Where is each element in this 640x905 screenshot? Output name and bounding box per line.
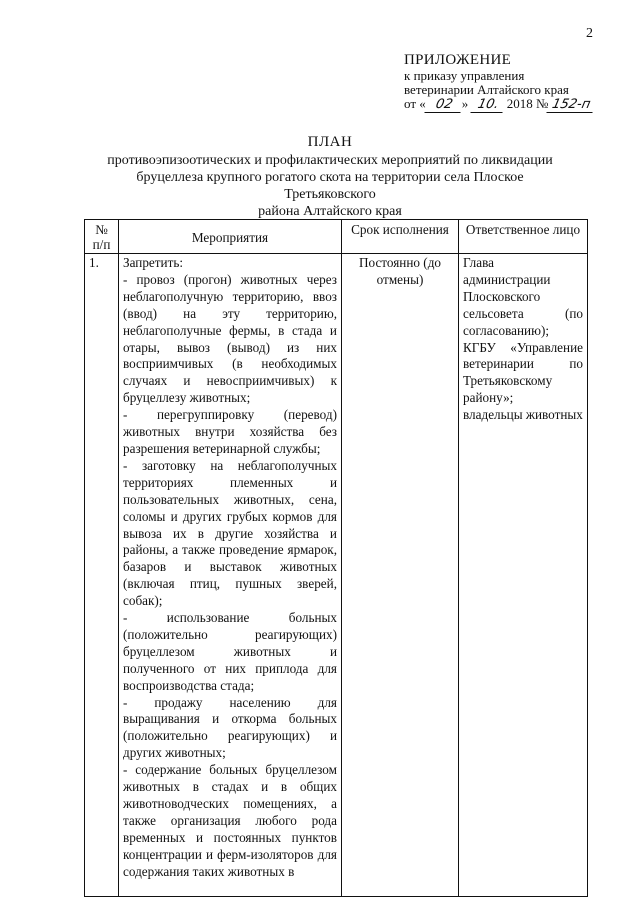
order-date-line: [404, 97, 634, 113]
header-number: № п/п: [85, 220, 119, 254]
appendix-block: [404, 52, 634, 113]
plan-subtitle-line-1: противоэпизоотических и профилактических мероприятий по ликвидации: [107, 153, 553, 168]
plan-heading: ПЛАН: [307, 134, 353, 150]
measure-item: Запретить:: [123, 255, 184, 270]
header-term: Срок исполнения: [342, 220, 459, 254]
plan-title-block: [100, 134, 560, 220]
header-measures: Мероприятия: [119, 220, 342, 254]
appendix-line-department: ветеринарии Алтайского края: [404, 82, 569, 97]
appendix-title: ПРИЛОЖЕНИЕ: [404, 52, 512, 68]
order-month: 10.: [470, 98, 505, 113]
responsible-item: КГБУ «Управление ветеринарии по Третьяковскому району»;: [463, 339, 583, 406]
plan-subtitle-line-3: района Алтайского края: [258, 204, 402, 219]
responsible-item: владельцы животных: [463, 407, 583, 423]
plan-subtitle-line-2: бруцеллеза крупного рогатого скота на территории села Плоское Третьяковского: [136, 170, 524, 202]
page-number: 2: [586, 26, 593, 41]
order-day: 02: [424, 98, 463, 113]
row-responsible: [459, 254, 588, 897]
measure-item: - заготовку на неблагополучных территориях племенных и пользовательных животных, сена, соломы и других грубых кормов для вывоза их в другие хозяйства и районы, а также проведение ярмарок, базаров и выставок животных (включая птиц, пушных зверей, собак);: [123, 457, 337, 609]
measure-item: - содержание больных бруцеллезом животных в стадах и в общих животноводческих помещениях, а также организация любого рода временных и постоянных пунктов концентрации и ферм-изоляторов для содержания таких животных в: [123, 762, 337, 879]
row-term: Постоянно (до отмены): [342, 254, 459, 897]
table-row: [85, 254, 588, 897]
measure-item: - продажу населению для выращивания и откорма больных (положительно реагирующих) и других животных;: [123, 694, 337, 761]
date-prefix: от «: [404, 96, 426, 111]
appendix-line-order: к приказу управления: [404, 68, 525, 83]
measures-table: [84, 219, 588, 897]
date-separator: »: [461, 96, 469, 111]
measure-item: - провоз (прогон) животных через неблагополучную территорию, ввоз (ввод) на эту территорию, неблагополучные фермы, в стада и отары, вывоз (вывод) из них восприимчивых (в необходимых случаях и невосприимчивых) к бруцеллезу животных;: [123, 271, 337, 406]
responsible-item: Глава администрации Плосковского сельсовета (по согласованию);: [463, 255, 583, 338]
order-year: 2018: [506, 96, 533, 111]
order-number: 152-п: [547, 98, 596, 113]
measure-item: - использование больных (положительно реагирующих) бруцеллезом животных и полученного от них приплода для воспроизводства стада;: [123, 610, 337, 693]
row-number: 1.: [85, 254, 119, 897]
number-prefix: №: [536, 96, 549, 111]
row-measures: [119, 254, 342, 897]
measure-item: - перегруппировку (перевод) животных внутри хозяйства без разрешения ветеринарной службы;: [123, 407, 337, 456]
header-responsible: Ответственное лицо: [459, 220, 588, 254]
table-header-row: [85, 220, 588, 254]
